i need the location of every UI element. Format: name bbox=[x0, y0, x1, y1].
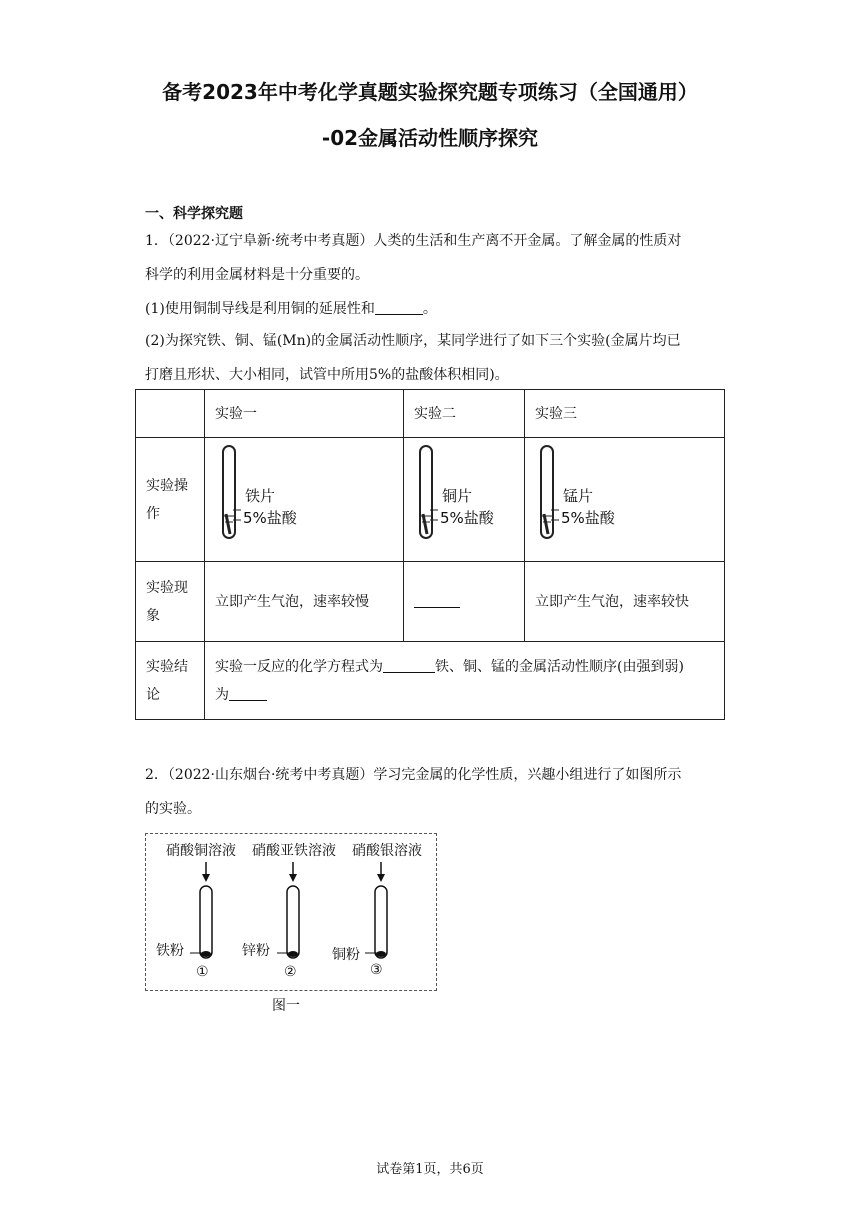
conclusion-text-1: 实验一反应的化学方程式为 bbox=[215, 658, 383, 675]
row-label bbox=[136, 438, 205, 562]
table-row-conclusion bbox=[136, 642, 725, 720]
table-header-cell: 实验三 bbox=[525, 390, 725, 438]
metal-label: 铜片 bbox=[442, 487, 473, 505]
table-header-row bbox=[136, 390, 725, 438]
table-header-cell: 实验一 bbox=[205, 390, 404, 438]
tube-number: ③ bbox=[370, 962, 383, 978]
phenomenon-cell: 立即产生气泡，速率较慢 bbox=[205, 562, 404, 642]
phenomenon-cell: 立即产生气泡，速率较快 bbox=[525, 562, 725, 642]
row-label-a: 实验结 bbox=[146, 658, 188, 675]
answer-blank[interactable] bbox=[414, 593, 460, 608]
table-row-phenomenon bbox=[136, 562, 725, 642]
solution-label: 硝酸亚铁溶液 bbox=[252, 843, 336, 859]
q2-line1: 2．（2022·山东烟台·统考中考真题）学习完金属的化学性质，兴趣小组进行了如图所示 bbox=[145, 767, 682, 783]
test-tube-cell bbox=[404, 438, 525, 562]
solution-label: 硝酸铜溶液 bbox=[166, 843, 236, 859]
solution-label: 硝酸银溶液 bbox=[352, 843, 422, 859]
tube-number: ② bbox=[284, 964, 297, 980]
arrow-down-icon bbox=[289, 862, 297, 882]
tube-number: ① bbox=[196, 964, 209, 980]
figure-one bbox=[145, 833, 437, 991]
q1-part1-text: (1)使用铜制导线是利用铜的延展性和 bbox=[145, 301, 375, 317]
row-label bbox=[136, 562, 205, 642]
phenomenon-cell bbox=[404, 562, 525, 642]
acid-label: 5%盐酸 bbox=[440, 509, 494, 527]
metal-label: 锰片 bbox=[563, 487, 594, 505]
powder-label: 铁粉 bbox=[156, 943, 184, 959]
conclusion-text-3: 为 bbox=[215, 686, 229, 703]
test-tube-cell bbox=[525, 438, 725, 562]
answer-blank[interactable] bbox=[229, 686, 267, 701]
row-label-b: 象 bbox=[146, 607, 160, 624]
powder-label: 锌粉 bbox=[242, 943, 270, 959]
arrow-down-icon bbox=[377, 862, 385, 882]
test-tube-iron-diagram bbox=[215, 440, 345, 550]
q2-line2: 的实验。 bbox=[145, 801, 201, 817]
test-tube-cell bbox=[205, 438, 404, 562]
row-label-a: 实验现 bbox=[146, 579, 188, 596]
arrow-down-icon bbox=[202, 862, 210, 882]
q1-part1 bbox=[145, 299, 725, 319]
table-header-cell bbox=[136, 390, 205, 438]
row-label-b: 作 bbox=[146, 505, 160, 522]
conclusion-cell bbox=[205, 642, 725, 720]
q1-line2: 科学的利用金属材料是十分重要的。 bbox=[145, 267, 369, 283]
figure-one-diagram bbox=[146, 834, 436, 984]
row-label bbox=[136, 642, 205, 720]
table-header-cell: 实验二 bbox=[404, 390, 525, 438]
figure-caption: 图一 bbox=[272, 998, 300, 1014]
answer-blank[interactable] bbox=[383, 658, 435, 673]
table-row-operation bbox=[136, 438, 725, 562]
row-label-a: 实验操 bbox=[146, 477, 188, 494]
metal-label: 铁片 bbox=[245, 487, 276, 505]
answer-blank[interactable] bbox=[375, 300, 423, 315]
page-footer: 试卷第1页，共6页 bbox=[376, 1162, 484, 1177]
q1-line1: 1．（2022·辽宁阜新·统考中考真题）人类的生活和生产离不开金属。了解金属的性质对 bbox=[145, 233, 682, 249]
acid-label: 5%盐酸 bbox=[561, 509, 615, 527]
section-heading: 一、科学探究题 bbox=[145, 206, 243, 222]
q1-part2-line2: 打磨且形状、大小相同，试管中所用5%的盐酸体积相同)。 bbox=[145, 367, 509, 383]
powder-label: 铜粉 bbox=[332, 947, 360, 963]
acid-label: 5%盐酸 bbox=[243, 509, 297, 527]
row-label-b: 论 bbox=[146, 686, 160, 703]
q1-part1-end: 。 bbox=[422, 301, 437, 317]
experiment-table bbox=[135, 389, 725, 720]
page-title-line2: -02金属活动性顺序探究 bbox=[321, 126, 539, 150]
q1-part2-line1: (2)为探究铁、铜、锰(Mn)的金属活动性顺序，某同学进行了如下三个实验(金属片均已 bbox=[145, 333, 681, 349]
conclusion-text-2: 铁、铜、锰的金属活动性顺序(由强到弱) bbox=[435, 658, 684, 675]
page-title-line1: 备考2023年中考化学真题实验探究题专项练习（全国通用） bbox=[162, 80, 698, 104]
